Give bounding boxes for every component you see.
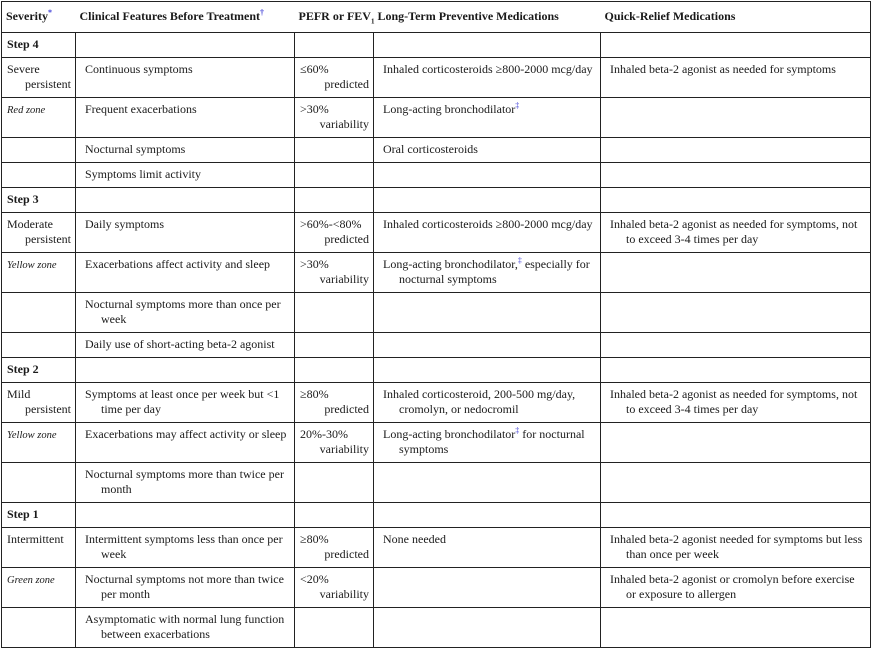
- header-clinical-features: Clinical Features Before Treatment†: [76, 2, 295, 33]
- step-label: Step 1: [2, 503, 76, 528]
- long-term-medication-cell: Inhaled corticosteroids ≥800-2000 mcg/day: [374, 213, 601, 253]
- quick-relief-medication-cell: [601, 98, 871, 138]
- pefr-cell: <20% variability: [295, 568, 374, 608]
- long-term-medication-cell: [374, 293, 601, 333]
- zone-label: Green zone: [7, 575, 55, 586]
- clinical-feature-cell: Nocturnal symptoms not more than twice per month: [76, 568, 295, 608]
- pefr-cell: [295, 463, 374, 503]
- long-term-medication-cell: None needed: [374, 528, 601, 568]
- step-label: Step 3: [2, 188, 76, 213]
- clinical-feature-cell: Asymptomatic with normal lung function between exacerbations: [76, 608, 295, 648]
- long-term-medication-cell: Long-acting bronchodilator‡: [374, 98, 601, 138]
- zone-label: Red zone: [7, 105, 46, 116]
- quick-relief-medication-cell: [601, 463, 871, 503]
- clinical-feature-cell: Daily symptoms: [76, 213, 295, 253]
- table-row: [2, 98, 871, 138]
- long-term-medication-cell: Inhaled corticosteroid, 200-500 mg/day, cromolyn, or nedocromil: [374, 383, 601, 423]
- empty-cell: [76, 358, 295, 383]
- clinical-feature-cell: Nocturnal symptoms more than twice per month: [76, 463, 295, 503]
- footnote-double-dagger-link[interactable]: ‡: [515, 101, 520, 110]
- clinical-feature-cell: Daily use of short-acting beta-2 agonist: [76, 333, 295, 358]
- clinical-feature-cell: Symptoms limit activity: [76, 163, 295, 188]
- header-quick-relief-medications: Quick-Relief Medications: [601, 2, 871, 33]
- severity-cell: [2, 293, 76, 333]
- empty-cell: [601, 188, 871, 213]
- pefr-cell: [295, 293, 374, 333]
- table-row: [2, 463, 871, 503]
- header-row: [2, 2, 871, 33]
- severity-cell: [2, 423, 76, 463]
- step-header-row: [2, 503, 871, 528]
- severity-cell: [2, 253, 76, 293]
- pefr-cell: [295, 163, 374, 188]
- empty-cell: [601, 358, 871, 383]
- pefr-cell: ≤60% predicted: [295, 58, 374, 98]
- severity-cell: [2, 138, 76, 163]
- pefr-cell: >60%-<80% predicted: [295, 213, 374, 253]
- severity-cell: Moderate persistent: [2, 213, 76, 253]
- table-row: [2, 138, 871, 163]
- step-header-row: [2, 358, 871, 383]
- table-row: [2, 608, 871, 648]
- clinical-feature-cell: Exacerbations may affect activity or sleep: [76, 423, 295, 463]
- table-row: [2, 213, 871, 253]
- footnote-double-dagger-link[interactable]: ‡: [515, 426, 520, 435]
- severity-cell: [2, 568, 76, 608]
- long-term-medication-cell: Long-acting bronchodilator,‡ especially for nocturnal symptoms: [374, 253, 601, 293]
- severity-cell: [2, 333, 76, 358]
- table-row: [2, 423, 871, 463]
- table-row: [2, 293, 871, 333]
- table-row: [2, 163, 871, 188]
- long-term-medication-cell: [374, 608, 601, 648]
- footnote-asterisk-link[interactable]: *: [47, 8, 52, 17]
- severity-cell: Severe persistent: [2, 58, 76, 98]
- long-term-medication-cell: [374, 333, 601, 358]
- empty-cell: [374, 188, 601, 213]
- pefr-cell: [295, 333, 374, 358]
- table-row: [2, 528, 871, 568]
- quick-relief-medication-cell: [601, 293, 871, 333]
- step-header-row: [2, 33, 871, 58]
- empty-cell: [295, 188, 374, 213]
- step-label: Step 2: [2, 358, 76, 383]
- zone-label: Yellow zone: [7, 260, 57, 271]
- quick-relief-medication-cell: Inhaled beta-2 agonist or cromolyn before exercise or exposure to allergen: [601, 568, 871, 608]
- asthma-severity-table: [1, 1, 871, 648]
- quick-relief-medication-cell: Inhaled beta-2 agonist as needed for symptoms: [601, 58, 871, 98]
- quick-relief-medication-cell: Inhaled beta-2 agonist as needed for symptoms, not to exceed 3-4 times per day: [601, 383, 871, 423]
- table-row: [2, 58, 871, 98]
- quick-relief-medication-cell: [601, 253, 871, 293]
- empty-cell: [374, 358, 601, 383]
- pefr-cell: ≥80% predicted: [295, 528, 374, 568]
- long-term-medication-cell: [374, 163, 601, 188]
- header-long-term-medications: Long-Term Preventive Medications: [374, 2, 601, 33]
- empty-cell: [76, 503, 295, 528]
- empty-cell: [601, 503, 871, 528]
- long-term-medication-cell: [374, 463, 601, 503]
- empty-cell: [76, 188, 295, 213]
- pefr-cell: [295, 608, 374, 648]
- empty-cell: [374, 33, 601, 58]
- table-row: [2, 253, 871, 293]
- long-term-medication-cell: Long-acting bronchodilator‡ for nocturnal symptoms: [374, 423, 601, 463]
- pefr-cell: >30% variability: [295, 98, 374, 138]
- zone-label: Yellow zone: [7, 430, 57, 441]
- pefr-cell: 20%-30% variability: [295, 423, 374, 463]
- clinical-feature-cell: Frequent exacerbations: [76, 98, 295, 138]
- pefr-cell: ≥80% predicted: [295, 383, 374, 423]
- empty-cell: [601, 33, 871, 58]
- long-term-medication-cell: Oral corticosteroids: [374, 138, 601, 163]
- severity-cell: Intermittent: [2, 528, 76, 568]
- long-term-medication-cell: [374, 568, 601, 608]
- quick-relief-medication-cell: Inhaled beta-2 agonist needed for symptoms but less than once per week: [601, 528, 871, 568]
- step-header-row: [2, 188, 871, 213]
- empty-cell: [295, 503, 374, 528]
- footnote-dagger-link[interactable]: †: [260, 8, 265, 17]
- quick-relief-medication-cell: [601, 138, 871, 163]
- empty-cell: [76, 33, 295, 58]
- quick-relief-medication-cell: [601, 163, 871, 188]
- empty-cell: [374, 503, 601, 528]
- severity-cell: [2, 608, 76, 648]
- quick-relief-medication-cell: [601, 333, 871, 358]
- header-severity: Severity*: [2, 2, 76, 33]
- clinical-feature-cell: Nocturnal symptoms: [76, 138, 295, 163]
- header-pefr: PEFR or $FEV_1$: [295, 2, 374, 33]
- table-row: [2, 333, 871, 358]
- severity-cell: [2, 163, 76, 188]
- pefr-cell: >30% variability: [295, 253, 374, 293]
- severity-cell: [2, 98, 76, 138]
- quick-relief-medication-cell: [601, 608, 871, 648]
- empty-cell: [295, 358, 374, 383]
- clinical-feature-cell: Symptoms at least once per week but <1 time per day: [76, 383, 295, 423]
- severity-cell: Mild persistent: [2, 383, 76, 423]
- empty-cell: [295, 33, 374, 58]
- clinical-feature-cell: Exacerbations affect activity and sleep: [76, 253, 295, 293]
- long-term-medication-cell: Inhaled corticosteroids ≥800-2000 mcg/day: [374, 58, 601, 98]
- clinical-feature-cell: Intermittent symptoms less than once per week: [76, 528, 295, 568]
- quick-relief-medication-cell: [601, 423, 871, 463]
- quick-relief-medication-cell: Inhaled beta-2 agonist as needed for symptoms, not to exceed 3-4 times per day: [601, 213, 871, 253]
- clinical-feature-cell: Nocturnal symptoms more than once per week: [76, 293, 295, 333]
- table-row: [2, 568, 871, 608]
- step-label: Step 4: [2, 33, 76, 58]
- pefr-cell: [295, 138, 374, 163]
- table-row: [2, 383, 871, 423]
- clinical-feature-cell: Continuous symptoms: [76, 58, 295, 98]
- severity-cell: [2, 463, 76, 503]
- footnote-double-dagger-link[interactable]: ‡: [517, 256, 522, 265]
